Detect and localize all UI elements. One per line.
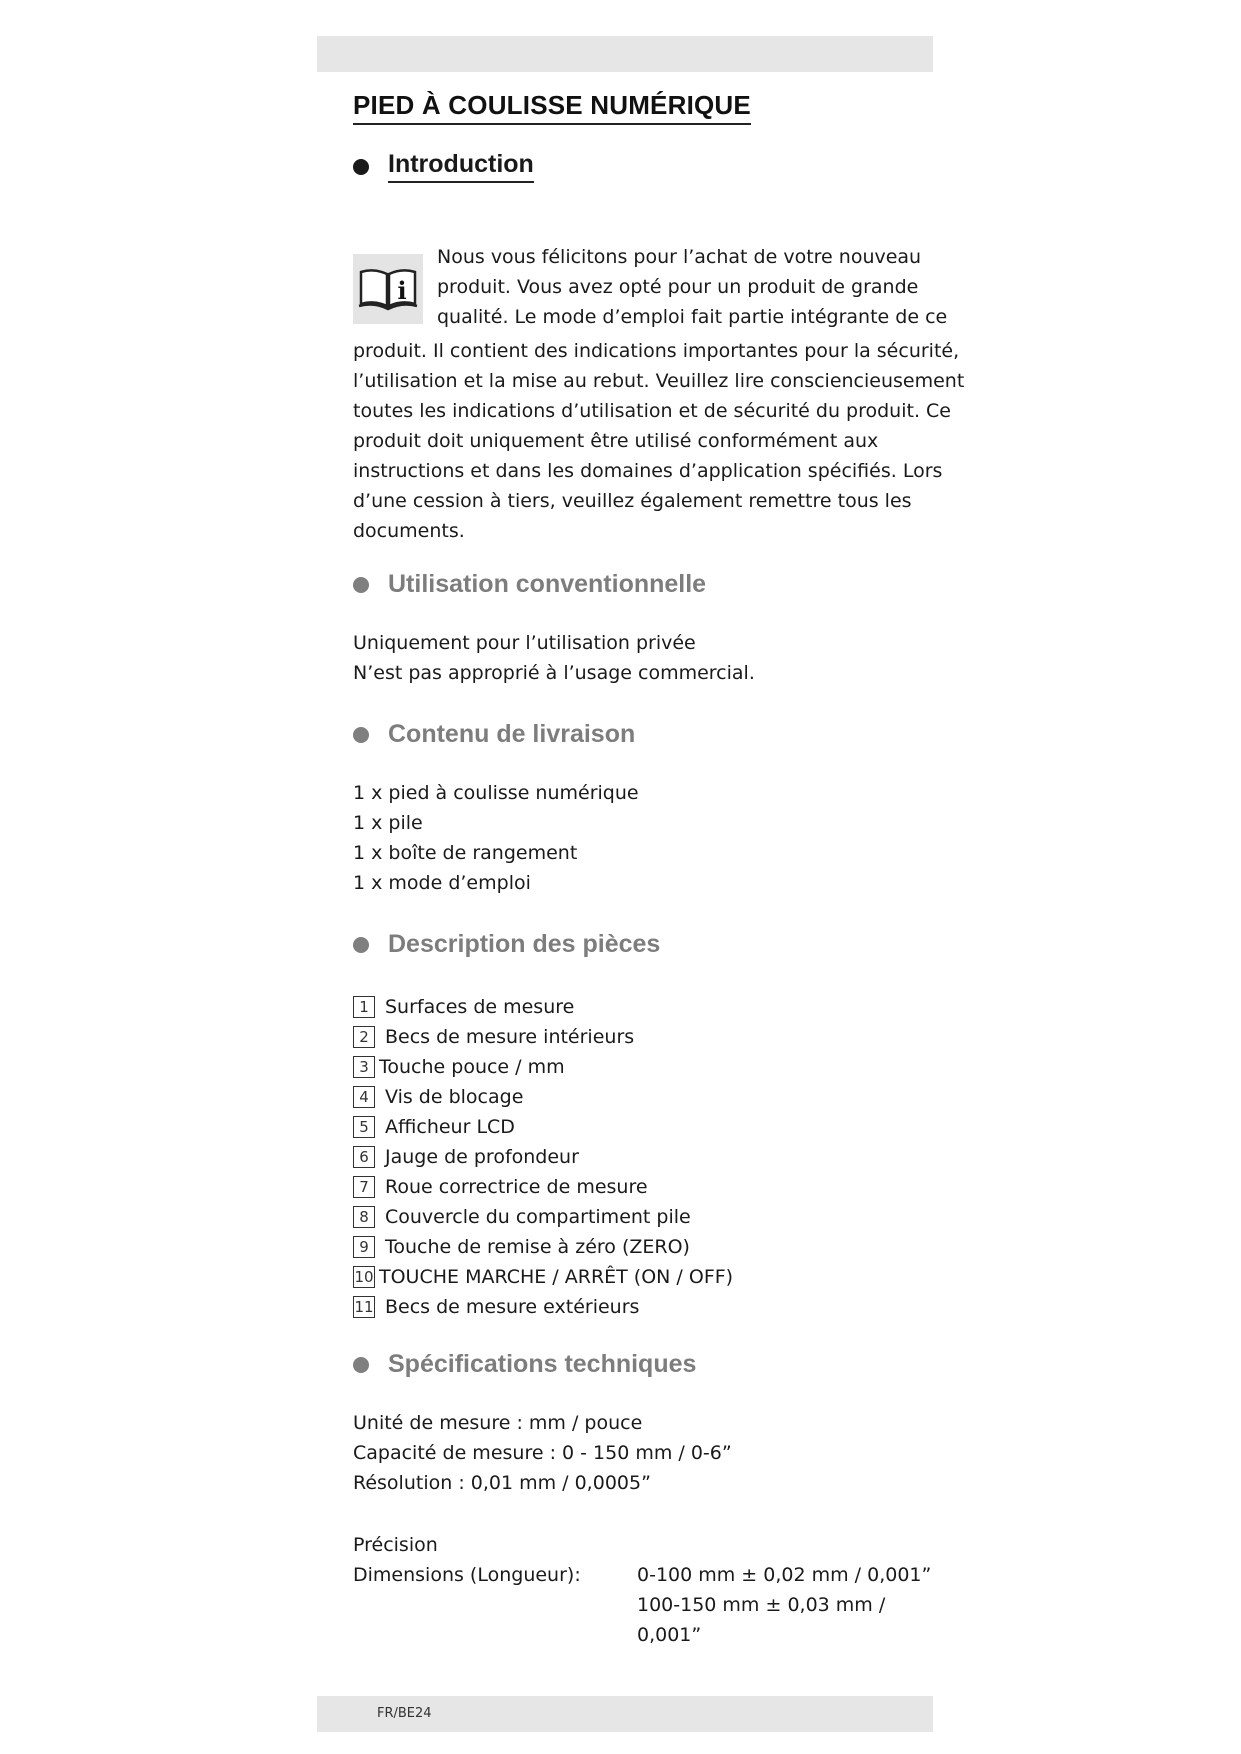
- usage-line: Uniquement pour l’utilisation privée: [353, 632, 696, 654]
- spec-capacity: Capacité de mesure : 0 - 150 mm / 0-6”: [353, 1442, 732, 1464]
- footer-bar: [317, 1696, 933, 1732]
- page-code: FR/BE24: [377, 1706, 432, 1721]
- info-book-icon: [353, 254, 423, 324]
- intro-text-line: instructions et dans les domaines d’application spécifiés. Lors: [353, 460, 943, 482]
- spec-unit: Unité de mesure : mm / pouce: [353, 1412, 643, 1434]
- part-number: 11: [354, 1298, 374, 1316]
- part-label: Jauge de profondeur: [385, 1146, 579, 1168]
- usage-text: [353, 628, 755, 688]
- list-item: [353, 1292, 733, 1322]
- section-title: Spécifications techniques: [388, 1350, 697, 1378]
- section-title: Introduction: [388, 150, 534, 183]
- spec-value-line: 100-150 mm ± 0,03 mm /: [637, 1594, 886, 1616]
- section-heading-usage: [353, 570, 706, 599]
- part-number: 7: [353, 1176, 375, 1198]
- intro-text-line: toutes les indications d’utilisation et de sécurité du produit. Ce: [353, 400, 951, 422]
- page-title: PIED À COULISSE NUMÉRIQUE: [353, 90, 751, 125]
- list-item: [353, 992, 733, 1022]
- part-number: 9: [353, 1236, 375, 1258]
- part-number: 2: [353, 1026, 375, 1048]
- part-label: Surfaces de mesure: [385, 996, 575, 1018]
- list-item: [353, 1172, 733, 1202]
- part-label: Becs de mesure extérieurs: [385, 1296, 640, 1318]
- svg-text:i: i: [397, 276, 407, 305]
- section-heading-introduction: [353, 150, 534, 183]
- bullet-icon: [353, 1357, 369, 1373]
- spec-value-line: 0-100 mm ± 0,02 mm / 0,001”: [637, 1564, 932, 1586]
- part-label: TOUCHE MARCHE / ARRÊT (ON / OFF): [379, 1266, 734, 1288]
- section-title: Description des pièces: [388, 930, 661, 958]
- list-item: 1 x boîte de rangement: [353, 842, 578, 864]
- intro-text-line: produit. Vous avez opté pour un produit de grande: [437, 276, 919, 298]
- part-label: Couvercle du compartiment pile: [385, 1206, 691, 1228]
- intro-text-line: qualité. Le mode d’emploi fait partie intégrante de ce: [437, 306, 948, 328]
- list-item: [353, 1052, 733, 1082]
- bullet-icon: [353, 159, 369, 175]
- part-label: Touche pouce / mm: [379, 1056, 565, 1078]
- list-item: 1 x mode d’emploi: [353, 872, 531, 894]
- intro-text-line: produit doit uniquement être utilisé conformément aux: [353, 430, 879, 452]
- list-item: 1 x pile: [353, 812, 423, 834]
- spec-resolution: Résolution : 0,01 mm / 0,0005”: [353, 1472, 651, 1494]
- list-item: 1 x pied à coulisse numérique: [353, 782, 639, 804]
- intro-text-line: l’utilisation et la mise au rebut. Veuillez lire consciencieusement: [353, 370, 965, 392]
- parts-list: [353, 992, 733, 1322]
- part-number: 6: [353, 1146, 375, 1168]
- intro-text-body: [353, 336, 965, 546]
- bullet-icon: [353, 577, 369, 593]
- part-label: Becs de mesure intérieurs: [385, 1026, 635, 1048]
- delivery-list: [353, 778, 639, 898]
- part-number: 8: [353, 1206, 375, 1228]
- list-item: [353, 1202, 733, 1232]
- section-heading-specs: [353, 1350, 696, 1379]
- part-number: 4: [353, 1086, 375, 1108]
- spec-value-line: 0,001”: [637, 1624, 702, 1646]
- spec-precision-label: Précision: [353, 1534, 438, 1556]
- header-bar: [317, 36, 933, 72]
- section-title: Utilisation conventionnelle: [388, 570, 707, 598]
- spec-dimensions-label: Dimensions (Longueur):: [353, 1564, 581, 1586]
- part-number: 1: [353, 996, 375, 1018]
- section-title: Contenu de livraison: [388, 720, 636, 748]
- list-item: [353, 1112, 733, 1142]
- part-number: 3: [353, 1056, 375, 1078]
- part-number: 5: [353, 1116, 375, 1138]
- list-item: [353, 1232, 733, 1262]
- section-heading-delivery: [353, 720, 635, 749]
- bullet-icon: [353, 937, 369, 953]
- part-label: Touche de remise à zéro (ZERO): [385, 1236, 690, 1258]
- part-number: 10: [354, 1268, 374, 1286]
- usage-line: N’est pas approprié à l’usage commercial.: [353, 662, 755, 684]
- intro-text-line: Nous vous félicitons pour l’achat de votre nouveau: [437, 246, 922, 268]
- bullet-icon: [353, 727, 369, 743]
- part-label: Vis de blocage: [385, 1086, 524, 1108]
- spec-dimension-values: [637, 1560, 931, 1650]
- intro-text-line: d’une cession à tiers, veuillez également remettre tous les: [353, 490, 912, 512]
- part-label: Roue correctrice de mesure: [385, 1176, 648, 1198]
- part-label: Afficheur LCD: [385, 1116, 515, 1138]
- section-heading-parts: [353, 930, 660, 959]
- list-item: [353, 1262, 733, 1292]
- intro-text-line: documents.: [353, 520, 465, 542]
- list-item: [353, 1022, 733, 1052]
- list-item: [353, 1142, 733, 1172]
- list-item: [353, 1082, 733, 1112]
- intro-text-line: produit. Il contient des indications importantes pour la sécurité,: [353, 340, 960, 362]
